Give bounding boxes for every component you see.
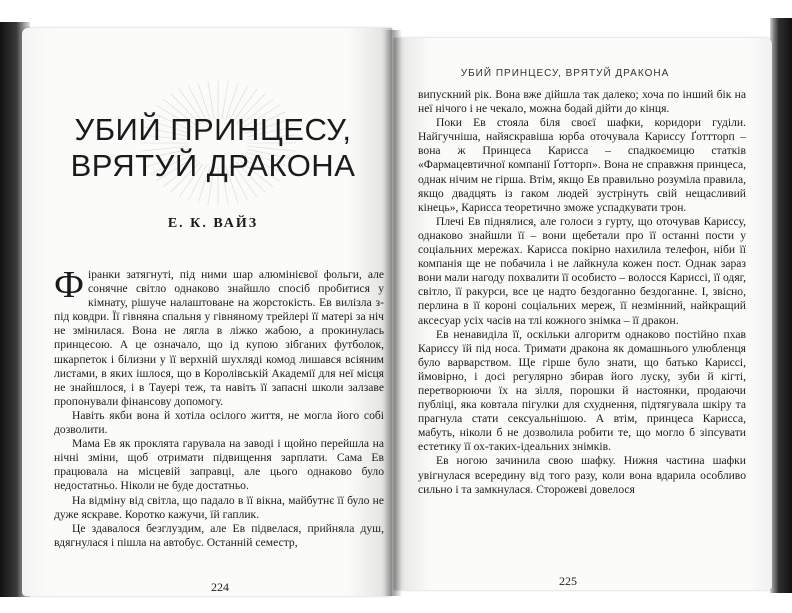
book-gutter bbox=[384, 30, 402, 596]
paragraph: Навіть якби вона й хотіла осілого життя, не могла його собі дозволити. bbox=[54, 408, 384, 437]
paragraph: Плечі Ев піднялися, але голоси з гурту, що оточував Кариссу, однаково знайшли її – вони щебетали про її останні пости у соціальних мережах. Карисса покірно нахилила телефон, ніби її компанія ще не побачила і не лайкнула кожен пост. Однак зараз вони мали нагоду похвалити її особисто – волосся Кариссі, її одяг, світло, її ракурси, все це надто бездоганно бездоганне. І, звісно, перлина в її короні соціальних мереж, її незмінний, найкращий аксесуар усіх часів на тлі кожного знімка – її дракон. bbox=[418, 214, 746, 327]
running-head: УБИЙ ПРИНЦЕСУ, ВРЯТУЙ ДРАКОНА bbox=[460, 68, 670, 79]
paragraph: На відміну від світла, що падало в її вікна, майбутнє її було не дуже яскраве. Коротко кажучи, їй гаплик. bbox=[54, 493, 384, 521]
chapter-title-line-1: УБИЙ ПРИНЦЕСУ, bbox=[74, 112, 352, 147]
author-name: Е. К. ВАЙЗ bbox=[167, 216, 259, 231]
chapter-title bbox=[48, 112, 378, 184]
right-page-body bbox=[418, 88, 746, 497]
paragraph: Ев ненавиділа її, оскільки алгоритм однаково постійно пхав Кариссу їй під носа. Тримати дракона як домашнього улюбленця було варварством. Ще гірше було знати, що батько Кариссі, ймовірно, і досі регулярно збирав його луску, зуби й кігті, перетворюючи їх на зілля, порошки й настоянки, продаючи публіці, яка ковтала пігулки для схуднення, підтягувала шкіру та прагнула стати сексуальнішою. А втім, принцеса Карисса, мабуть, ніколи б не дозволила робити те, що могло б зіпсувати естетику її ох-таких-ідеальних знімків. bbox=[418, 327, 746, 454]
book-cover-right-edge bbox=[770, 18, 792, 593]
left-page-body bbox=[54, 264, 384, 550]
page-number-left: 224 bbox=[211, 580, 229, 594]
paragraph bbox=[54, 264, 384, 409]
drop-cap: Ф bbox=[54, 264, 85, 306]
page-number-right: 225 bbox=[559, 574, 577, 588]
first-paragraph-text: іранки затягнуті, під ними шар алюмінієвої фольги, але сонячне світло однаково знайшло спосіб пробитися у кімнату, рішуче налаштоване на жорстокість. Ев вилізла з-під ковдри. Її гівняна спальня у гівняному трейлері її матері за ніч не змінилася. Вона не лягла в ліжко жабою, а прокинулась принцесою. А це означало, що ід купою зібганих футболок, шкарпеток і білизни у її верхній шухляді комод лишався всіяним листами, в яких ішлося, що в Королівській Академії для неї місця не знайшлося, і в Тауері теж, та навіть її запасні школи залзаве пропонували фінансову допомогу. bbox=[54, 268, 384, 408]
paragraph: Ев ногою зачинила свою шафку. Нижня частина шафки увігнулася всередину від того разу, коли вона вдарила особливо сильно і та замкнулася. Сторожеві довелося bbox=[418, 454, 746, 496]
paragraph: Мама Ев як проклята гарувала на заводі і щойно перейшла на нічні зміни, щоб отримати підвищення зарплати. Сама Ев працювала на місцевій заправці, але цього однаково було недостатньо. Ніколи не буде достатньо. bbox=[54, 437, 384, 493]
paragraph: Поки Ев стояла біля своєї шафки, коридори гуділи. Найгучніша, найяскравіша юрба оточувала Кариссу Ґоттторп – вона ж Принцеса Карисса – спадкоємицю статків «Фармацевтичної компанії Ґотторп». Вона не справжня принцеса, однак нічим не гірша. Втім, якщо Ев правильно розуміла правила, якщо двадцять із гаком людей зустрінуть свій нещасливий кінець», Карисса теоретично зможе успадкувати трон. bbox=[418, 116, 746, 214]
chapter-title-line-2: ВРЯТУЙ ДРАКОНА bbox=[70, 148, 356, 183]
paragraph: Це здавалося безглуздим, але Ев підвелася, прийняла душ, вдягнулася і пішла на автобус. Останній семестр, bbox=[54, 521, 384, 549]
paragraph-continuation: випускний рік. Вона вже дійшла так далеко; хоча по інший бік на неї нічого і не чекало, можна бодай дійти до кінця. bbox=[418, 88, 746, 116]
